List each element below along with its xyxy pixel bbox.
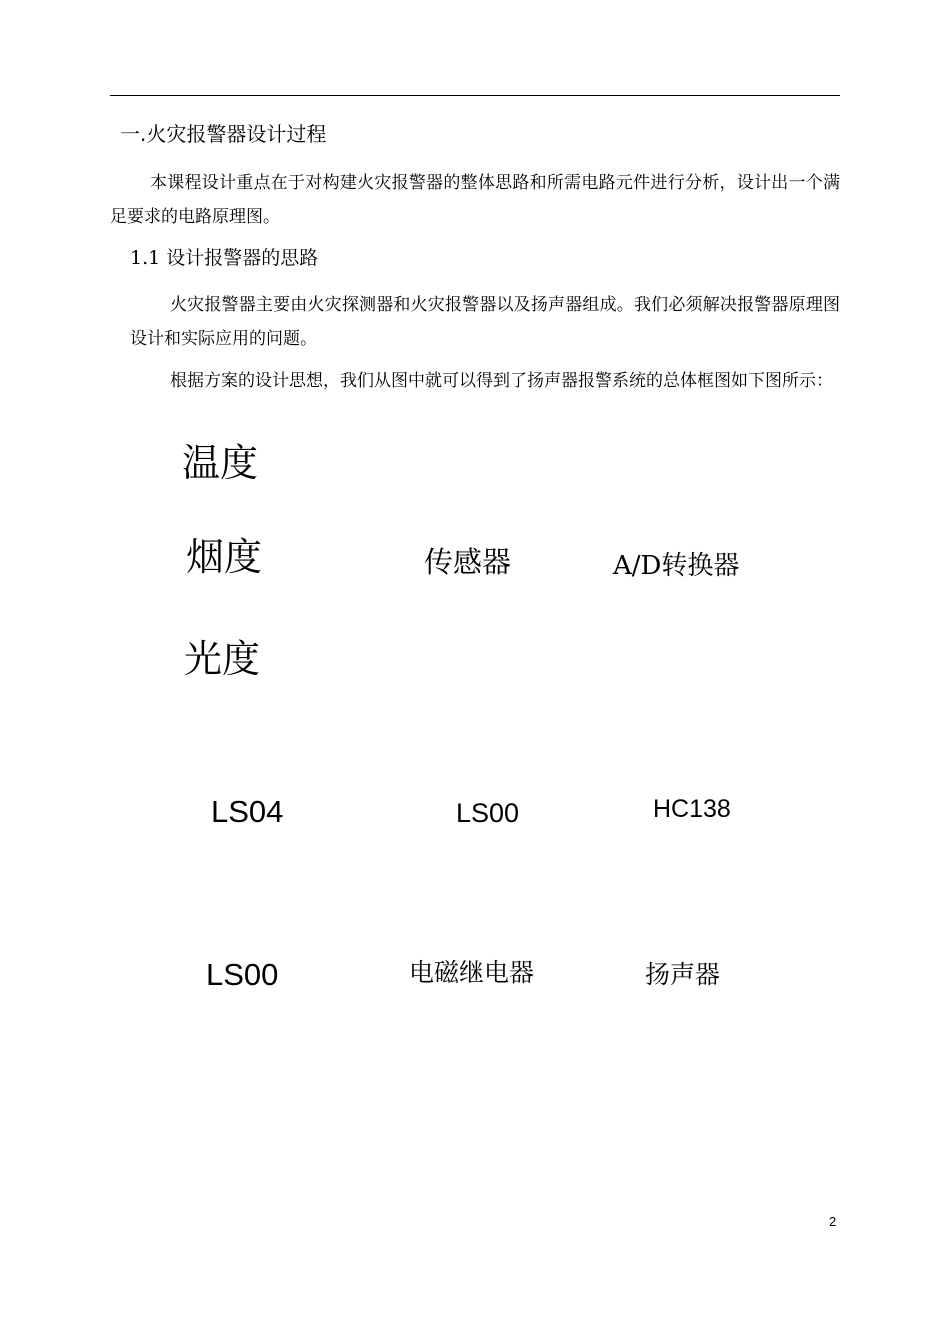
ls04-block: LS04 [211,794,284,829]
intro-paragraph: 本课程设计重点在于对构建火灾报警器的整体思路和所需电路元件进行分析，设计出一个满足要求的电路原理图。 [110,173,840,227]
input-light: 光度 [184,637,261,681]
speaker-block: 扬声器 [645,960,721,989]
subsection-title: 1.1 设计报警器的思路 [130,247,319,269]
page-number: 2 [829,1214,837,1229]
ls00-block-row3: LS00 [206,957,279,992]
section-title: 一.火灾报警器设计过程 [120,122,327,146]
input-smoke: 烟度 [186,535,263,579]
sensor-block: 传感器 [424,545,512,579]
relay-block: 电磁继电器 [409,958,535,987]
paragraph-2: 根据方案的设计思想，我们从图中就可以得到了扬声器报警系统的总体框图如下图所示： [170,371,833,391]
paragraph-1: 火灾报警器主要由火灾探测器和火灾报警器以及扬声器组成。我们必须解决报警器原理图设计和实际应用的问题。 [130,295,840,349]
hc138-block: HC138 [653,795,731,823]
adc-block: A/D转换器 [613,551,740,581]
header-rule [110,95,840,96]
input-temperature: 温度 [182,441,259,485]
ls00-block-row2: LS00 [456,798,520,828]
